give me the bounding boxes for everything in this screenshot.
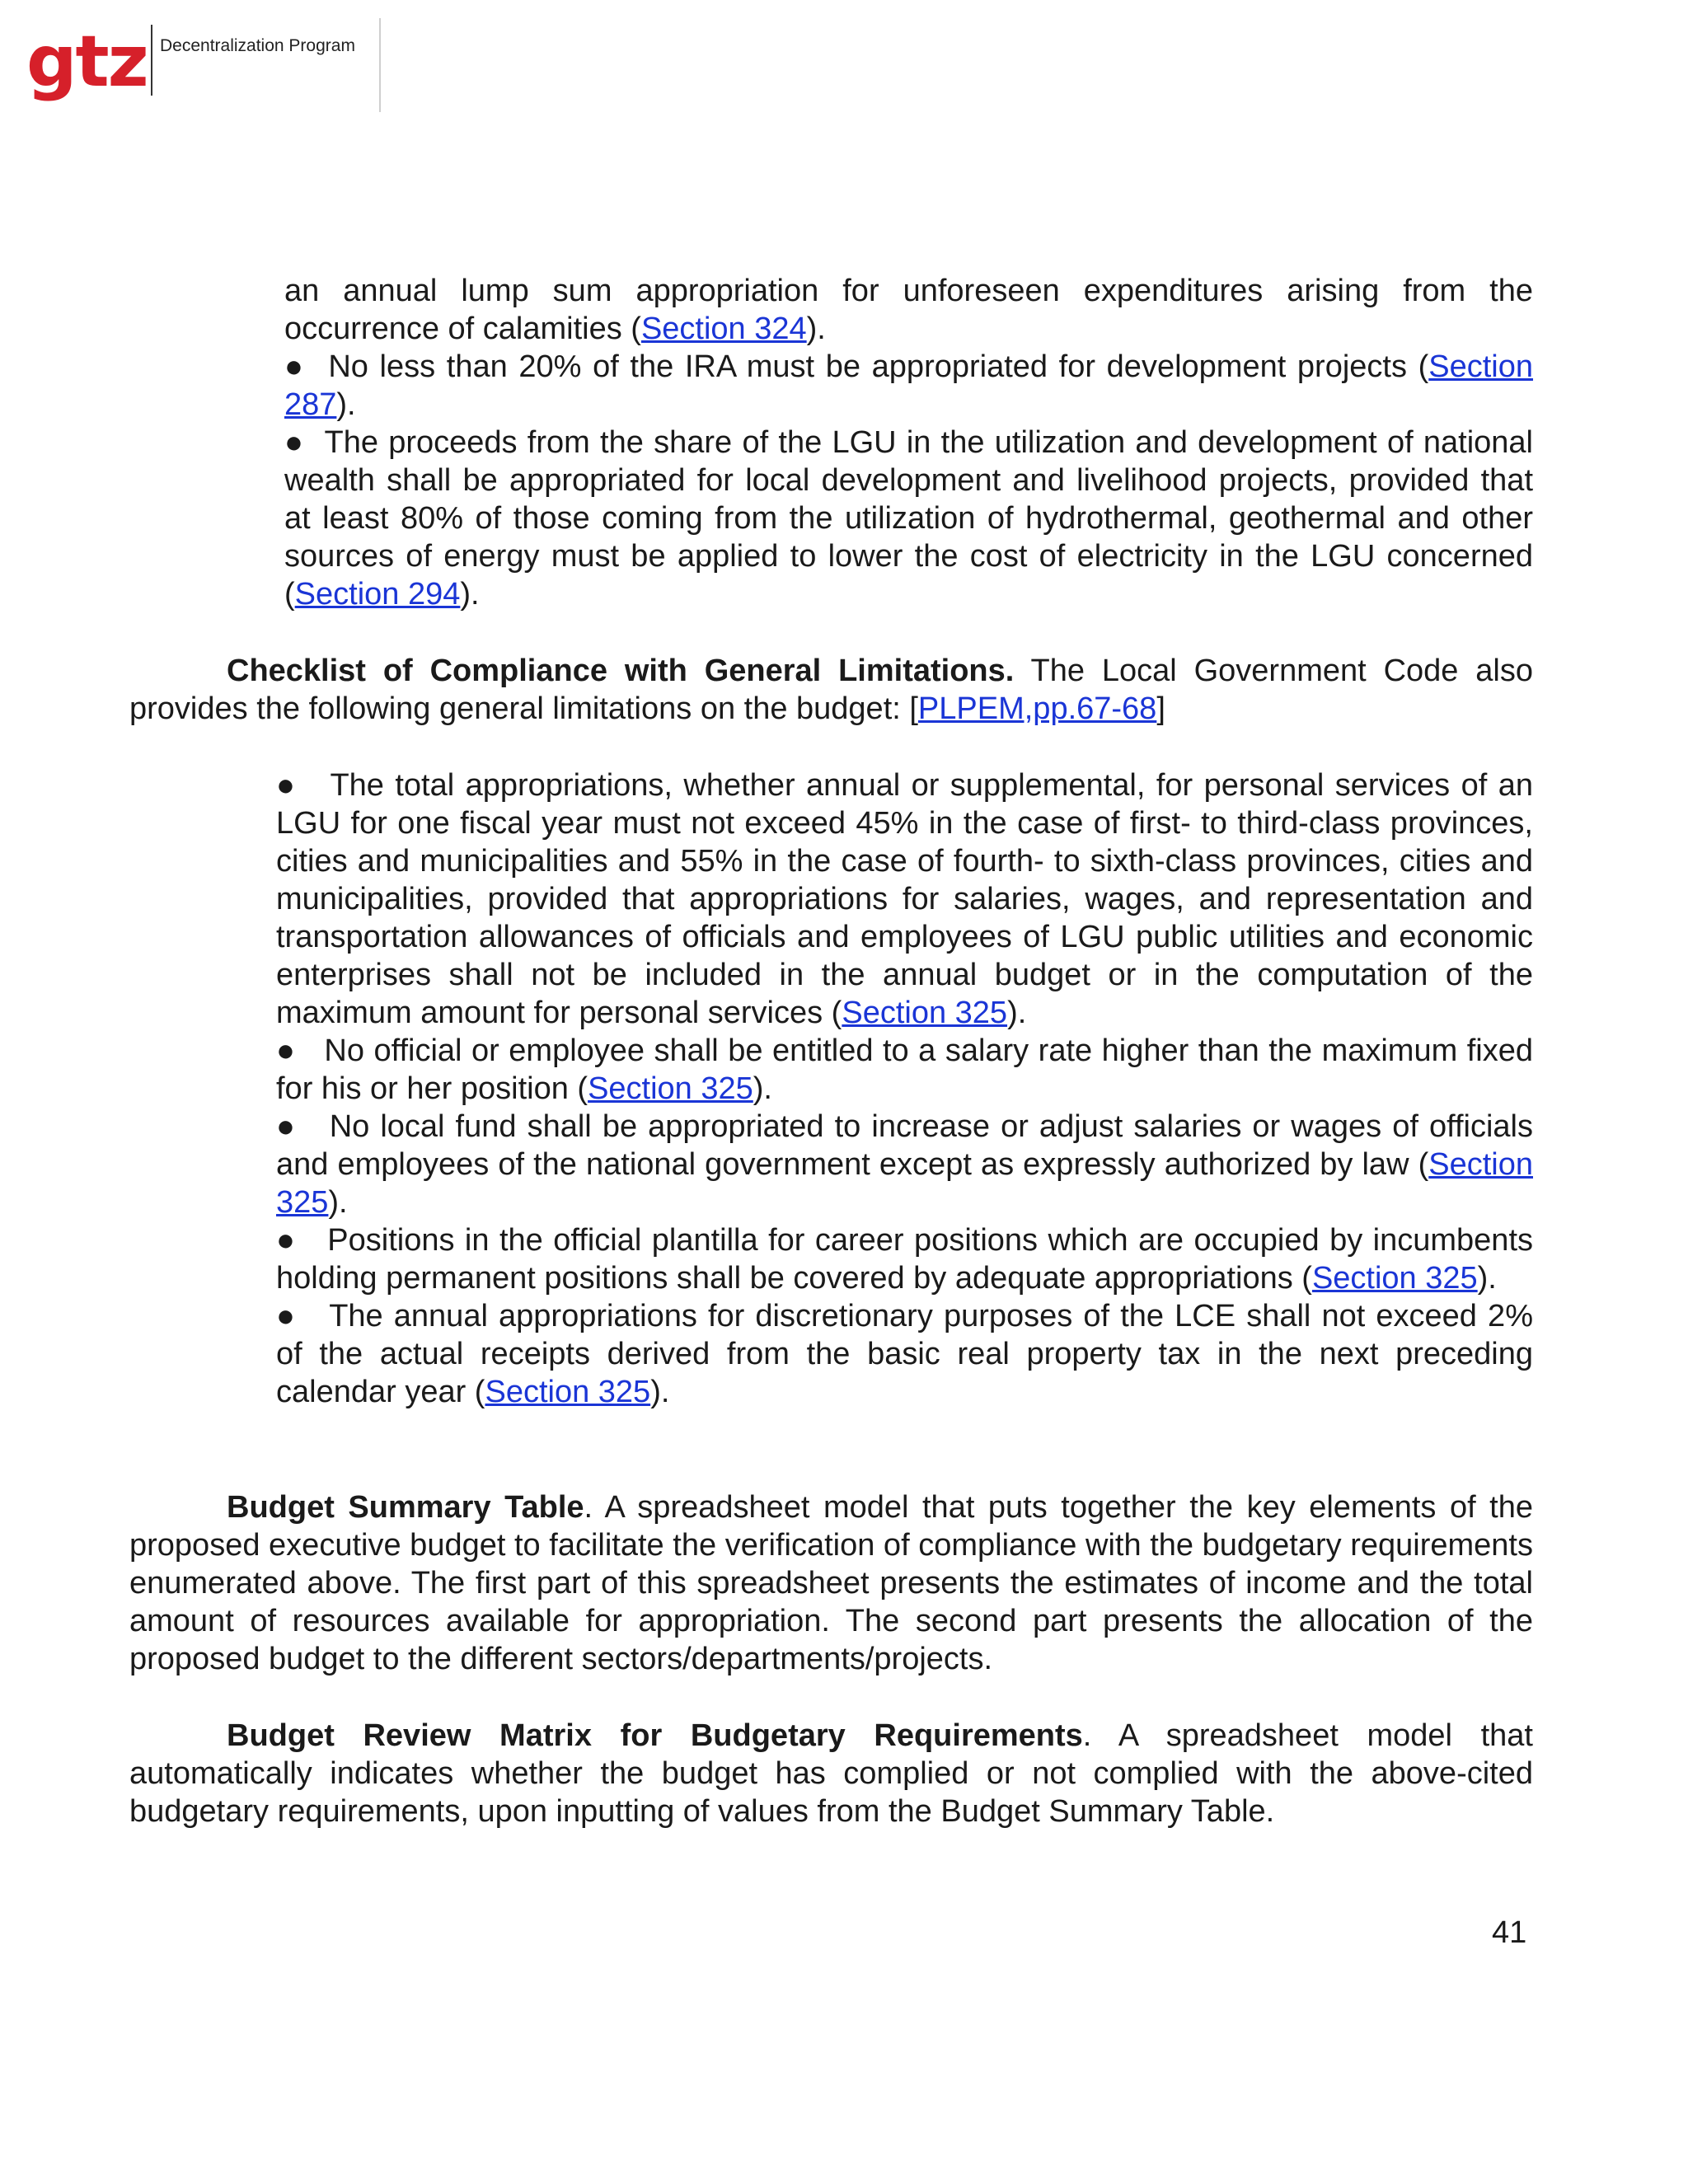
list-item: ● No less than 20% of the IRA must be appropriated for development projects (Section 287). xyxy=(284,349,1534,422)
checklist-paragraph: Checklist of Compliance with General Limitations. The Local Government Code also provides the following general limitations on the budget: [PLPEM,pp.67-68] xyxy=(129,654,1533,726)
bullet-icon: ● xyxy=(284,349,307,384)
program-name: Decentralization Program xyxy=(160,36,355,55)
section-325-link[interactable]: Section 325 xyxy=(276,1147,1533,1220)
list-item: ● Positions in the official plantilla for career positions which are occupied by incumbents holding permanent positions shall be covered by adequate appropriations (Section 325). xyxy=(276,1223,1533,1296)
list-item: ● The proceeds from the share of the LGU in the utilization and development of national wealth shall be appropriated for local development and livelihood projects, provided that at least 80% of those coming from the utilization of hydrothermal, geothermal and other sources of energy must be applied to lower the cost of electricity in the LGU concerned (Section 294). xyxy=(284,425,1533,612)
header-rule xyxy=(379,18,381,112)
budget-summary-paragraph: Budget Summary Table. A spreadsheet model that puts together the key elements of the proposed executive budget to facilitate the verification of compliance with the budgetary requirements enumerated above. The first part of this spreadsheet presents the estimates of income and the total amount of resources available for appropriation. The second part presents the allocation of the proposed budget to the different sectors/departments/projects. xyxy=(129,1490,1533,1676)
section-294-link[interactable]: Section 294 xyxy=(294,577,461,612)
logo-divider xyxy=(151,25,152,96)
continued-list xyxy=(284,272,1533,613)
list-item: ● The total appropriations, whether annual or supplemental, for personal services of an LGU for one fiscal year must not exceed 45% in the case of first- to third-class provinces, cities and municipalities and 55% in the case of fourth- to sixth-class provinces, cities and municipalities, provided that appropriations for salaries, wages, and representation and transportation allowances of officials and employees of LGU public utilities and economic enterprises shall not be included in the annual budget or in the computation of the maximum amount for personal services (Section 325). xyxy=(276,768,1533,1030)
checklist-heading: Checklist of Compliance with General Limitations. xyxy=(227,654,1015,688)
limitations-list xyxy=(276,766,1533,1411)
section-324-link[interactable]: Section 324 xyxy=(640,312,807,346)
bullet-icon: ● xyxy=(276,768,298,803)
section-287-link[interactable]: Section 287 xyxy=(284,349,1534,422)
bullet-icon: ● xyxy=(276,1223,297,1258)
section-325-link[interactable]: Section 325 xyxy=(485,1375,651,1409)
list-item: an annual lump sum appropriation for unforeseen expenditures arising from the occurrence of calamities (Section 324). xyxy=(284,274,1533,346)
page-number: 41 xyxy=(1492,1915,1527,1950)
section-325-link[interactable]: Section 325 xyxy=(588,1071,753,1106)
section-325-link[interactable]: Section 325 xyxy=(1311,1261,1478,1296)
bullet-icon: ● xyxy=(276,1109,298,1144)
list-item: ● No local fund shall be appropriated to increase or adjust salaries or wages of officials and employees of the national government except as expressly authorized by law (Section 325). xyxy=(276,1109,1533,1220)
bullet-icon: ● xyxy=(276,1299,298,1333)
review-matrix-heading: Budget Review Matrix for Budgetary Requirements xyxy=(227,1718,1083,1753)
list-item: ● The annual appropriations for discretionary purposes of the LCE shall not exceed 2% of the actual receipts derived from the basic real property tax in the next preceding calendar year (Section 325). xyxy=(276,1299,1533,1409)
bullet-icon: ● xyxy=(276,1033,296,1068)
section-325-link[interactable]: Section 325 xyxy=(842,996,1008,1030)
budget-summary-heading: Budget Summary Table xyxy=(227,1490,584,1525)
review-matrix-paragraph: Budget Review Matrix for Budgetary Requirements. A spreadsheet model that automatically indicates whether the budget has complied or not complied with the above-cited budgetary requirements, upon inputting of values from the Budget Summary Table. xyxy=(129,1718,1533,1829)
plpem-link[interactable]: PLPEM,pp.67-68 xyxy=(917,691,1157,726)
list-item: ● No official or employee shall be entitled to a salary rate higher than the maximum fixed for his or her position (Section 325). xyxy=(276,1033,1534,1106)
gtz-logo: gtz xyxy=(26,21,148,103)
bullet-icon: ● xyxy=(284,425,305,460)
